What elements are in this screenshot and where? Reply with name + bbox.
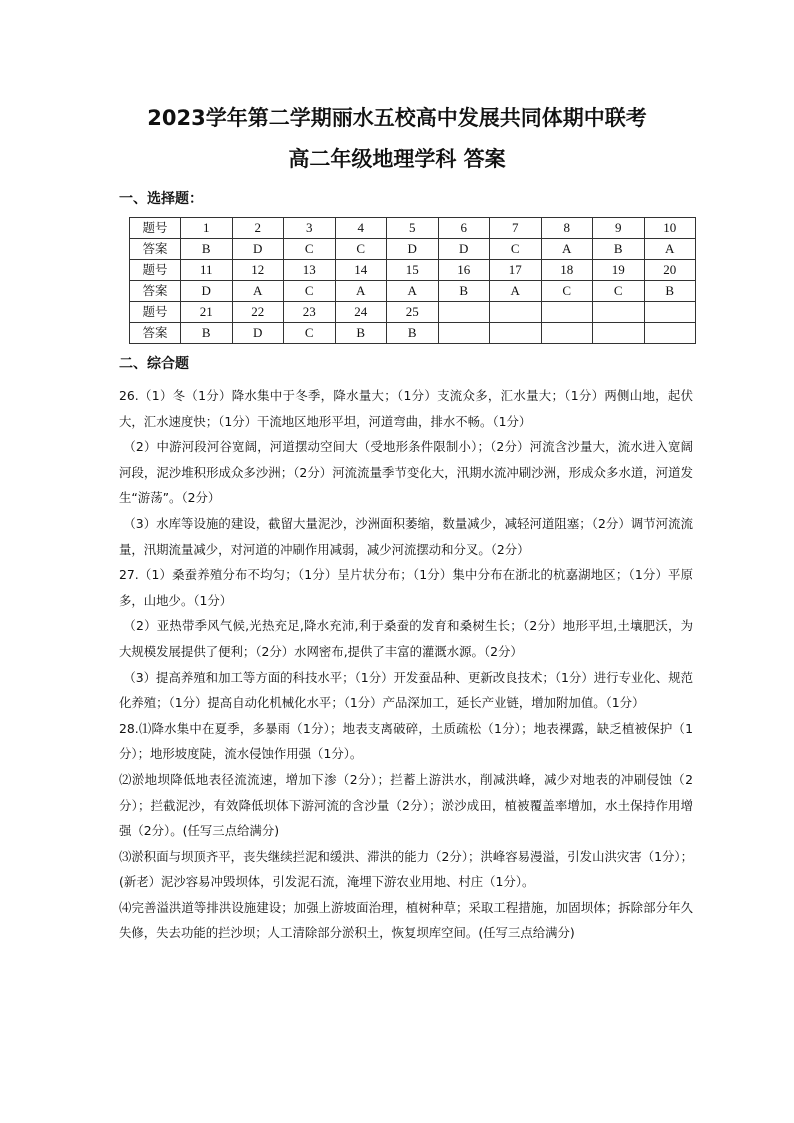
table-cell: D	[438, 239, 490, 260]
table-row	[130, 260, 696, 281]
page-subtitle: 高二年级地理学科 答案	[288, 147, 506, 171]
table-cell: 9	[593, 218, 645, 239]
table-cell	[438, 302, 490, 323]
table-cell: B	[593, 239, 645, 260]
table-cell: B	[438, 281, 490, 302]
row-header: 题号	[130, 218, 181, 239]
table-cell	[541, 302, 593, 323]
table-cell: 3	[284, 218, 336, 239]
table-cell	[593, 323, 645, 344]
table-cell: 10	[644, 218, 696, 239]
table-cell: C	[335, 239, 387, 260]
table-cell: B	[181, 323, 233, 344]
table-cell: B	[335, 323, 387, 344]
table-cell: 12	[232, 260, 284, 281]
table-cell	[644, 323, 696, 344]
table-cell	[644, 302, 696, 323]
answer-paragraph: 26.（1）冬（1分）降水集中于冬季，降水量大；（1分）支流众多，汇水量大；（1分）两侧山地，起伏大，汇水速度快；（1分）干流地区地形平坦，河道弯曲，排水不畅。（1分）	[119, 388, 693, 429]
table-cell	[438, 323, 490, 344]
table-cell: 18	[541, 260, 593, 281]
table-cell: C	[284, 239, 336, 260]
table-cell: D	[232, 239, 284, 260]
answer-paragraph: ⑷完善溢洪道等排洪设施建设；加强上游坡面治理，植树种草；采取工程措施，加固坝体；拆除部分年久失修，失去功能的拦沙坝；人工清除部分淤积土，恢复坝库空间。(任写三点给满分)	[119, 899, 693, 941]
table-cell: 19	[593, 260, 645, 281]
table-cell: 17	[490, 260, 542, 281]
table-cell: 24	[335, 302, 387, 323]
answer-paragraph: （2）亚热带季风气候,光热充足,降水充沛,利于桑蚕的发育和桑树生长；（2分）地形平坦,土壤肥沃，为大规模发展提供了便利；（2分）水网密布,提供了丰富的灌溉水源。（2分）	[119, 618, 693, 659]
table-cell: D	[232, 323, 284, 344]
table-cell: 2	[232, 218, 284, 239]
answer-paragraph: 27.（1）桑蚕养殖分布不均匀；（1分）呈片状分布；（1分）集中分布在浙北的杭嘉湖地区；（1分）平原多，山地少。（1分）	[119, 567, 693, 608]
answer-paragraph: ⑵淤地坝降低地表径流流速，增加下渗（2分）；拦蓄上游洪水，削减洪峰，减少对地表的冲刷侵蚀（2分）；拦截泥沙，有效降低坝体下游河流的含沙量（2分）；淤沙成田，植被覆盖率增加，水土保持作用增强（2分）。(任写三点给满分)	[119, 771, 693, 839]
table-cell: D	[181, 281, 233, 302]
row-header: 题号	[130, 260, 181, 281]
answer-paragraph: （3）水库等设施的建设，截留大量泥沙，沙洲面积萎缩，数量减少，减轻河道阻塞；（2分）调节河流流量，汛期流量减少，对河道的冲刷作用减弱，减少河流摆动和分叉。（2分）	[119, 515, 693, 557]
answer-text	[119, 383, 693, 946]
table-cell: A	[335, 281, 387, 302]
table-cell: 23	[284, 302, 336, 323]
table-row	[130, 323, 696, 344]
table-row	[130, 302, 696, 323]
row-header: 题号	[130, 302, 181, 323]
table-cell: 1	[181, 218, 233, 239]
table-cell: 7	[490, 218, 542, 239]
table-cell: C	[490, 239, 542, 260]
table-cell: 25	[387, 302, 439, 323]
table-cell: 20	[644, 260, 696, 281]
table-cell: C	[541, 281, 593, 302]
table-cell: B	[387, 323, 439, 344]
answer-paragraph: （2）中游河段河谷宽阔，河道摆动空间大（受地形条件限制小）；（2分）河流含沙量大，流水进入宽阔河段，泥沙堆积形成众多沙洲；（2分）河流流量季节变化大，汛期水流冲刷沙洲，形成众多水道，河道发生“游荡”。（2分）	[119, 439, 693, 506]
table-row	[130, 218, 696, 239]
table-cell: 4	[335, 218, 387, 239]
table-cell: D	[387, 239, 439, 260]
row-header: 答案	[130, 281, 181, 302]
table-cell: 15	[387, 260, 439, 281]
table-cell	[490, 323, 542, 344]
table-cell: 13	[284, 260, 336, 281]
table-cell: A	[232, 281, 284, 302]
answer-table	[129, 217, 696, 344]
table-cell: 16	[438, 260, 490, 281]
table-cell: 5	[387, 218, 439, 239]
table-row	[130, 281, 696, 302]
table-cell	[541, 323, 593, 344]
answer-paragraph: ⑶淤积面与坝顶齐平，丧失继续拦泥和缓洪、滞洪的能力（2分）；洪峰容易漫溢，引发山洪灾害（1分）；(新老）泥沙容易冲毁坝体，引发泥石流，淹埋下游农业用地、村庄（1分）。	[119, 848, 693, 890]
table-cell: A	[541, 239, 593, 260]
row-header: 答案	[130, 323, 181, 344]
page-title: 2023学年第二学期丽水五校高中发展共同体期中联考	[147, 106, 647, 130]
section-heading-choice: 一、选择题：	[119, 191, 203, 207]
table-cell: 8	[541, 218, 593, 239]
table-cell: B	[644, 281, 696, 302]
table-cell: C	[284, 281, 336, 302]
table-cell: 11	[181, 260, 233, 281]
row-header: 答案	[130, 239, 181, 260]
table-cell: A	[387, 281, 439, 302]
table-cell: 21	[181, 302, 233, 323]
table-cell: 22	[232, 302, 284, 323]
section-heading-comprehensive: 二、综合题	[119, 356, 189, 372]
table-cell: 6	[438, 218, 490, 239]
table-cell: A	[644, 239, 696, 260]
table-cell	[593, 302, 645, 323]
table-cell: A	[490, 281, 542, 302]
answer-paragraph: （3）提高养殖和加工等方面的科技水平；（1分）开发蚕品种、更新改良技术；（1分）进行专业化、规范化养殖；（1分）提高自动化机械化水平；（1分）产品深加工，延长产业链，增加附加值。（1分）	[119, 669, 693, 711]
table-row	[130, 239, 696, 260]
table-cell: C	[593, 281, 645, 302]
table-cell: 14	[335, 260, 387, 281]
table-cell: B	[181, 239, 233, 260]
answer-paragraph: 28.⑴降水集中在夏季，多暴雨（1分）；地表支离破碎，土质疏松（1分）；地表裸露，缺乏植被保护（1分）；地形坡度陡，流水侵蚀作用强（1分）。	[119, 720, 693, 762]
table-cell: C	[284, 323, 336, 344]
table-cell	[490, 302, 542, 323]
